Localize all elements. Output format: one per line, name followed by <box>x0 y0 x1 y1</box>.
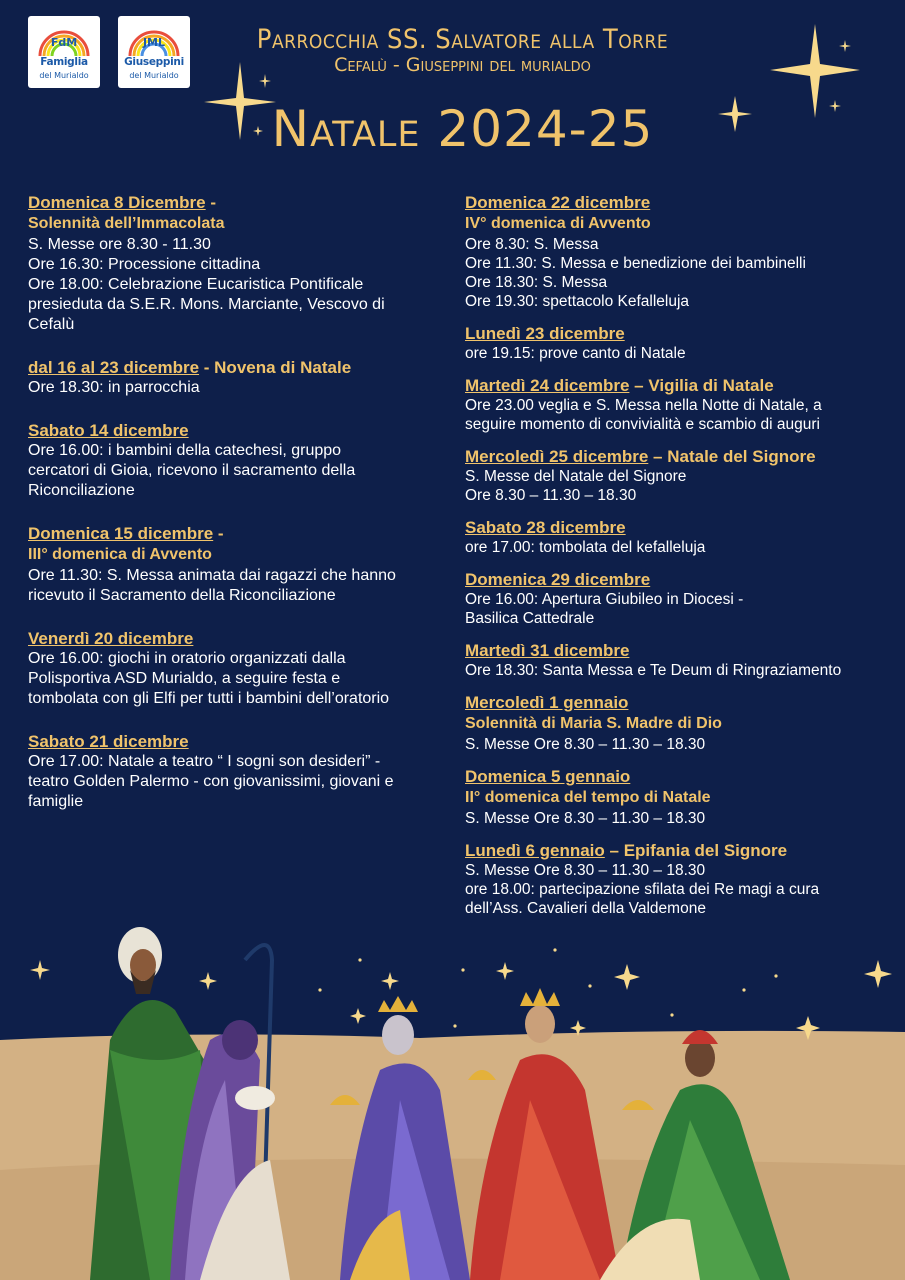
event-detail-line: ore 18.00: partecipazione sfilata dei Re magi a cura <box>465 881 820 898</box>
event-date: Sabato 28 dicembre <box>465 518 626 537</box>
event-date: Venerdì 20 dicembre <box>28 629 194 648</box>
event-title: Novena di Natale <box>214 358 352 377</box>
event-heading <box>28 731 444 752</box>
event-detail-line: Ore 18.30: in parrocchia <box>28 379 200 396</box>
event-detail-line: ricevuto il Sacramento della Riconciliazione <box>28 587 336 604</box>
event-detail-line: Cefalù <box>28 316 75 333</box>
event-subtitle: II° domenica del tempo di Natale <box>465 789 711 806</box>
event-sabato-21-dicembre <box>28 731 444 812</box>
event-detail-line: Ore 23.00 veglia e S. Messa nella Notte di Natale, a <box>465 397 822 414</box>
event-venerdi-20-dicembre <box>28 628 444 709</box>
event-detail-line: Ore 18.00: Celebrazione Eucaristica Pontificale <box>28 276 364 293</box>
event-detail-line: Polisportiva ASD Murialdo, a seguire festa e <box>28 670 341 687</box>
event-domenica-29-dicembre <box>465 569 897 628</box>
event-detail-line: Ore 16.00: giochi in oratorio organizzati dalla <box>28 650 346 667</box>
event-detail-line: Ore 16.00: i bambini della catechesi, gruppo <box>28 442 342 459</box>
event-date: dal 16 al 23 dicembre <box>28 358 200 377</box>
event-heading <box>28 523 444 544</box>
event-date: Lunedì 6 gennaio <box>465 841 605 860</box>
schedule-right-column <box>465 192 897 930</box>
parish-name: Parrocchia SS. Salvatore alla Torre <box>256 24 669 55</box>
event-date: Mercoledì 25 dicembre <box>465 447 649 466</box>
event-detail-line: Ore 17.00: Natale a teatro “ I sogni son desideri” - <box>28 753 381 770</box>
event-separator: - <box>213 524 224 543</box>
event-mercoledi-1-gennaio <box>465 692 897 754</box>
event-separator: – <box>648 447 668 466</box>
event-detail-line: seguire momento di convivialità e scambio di auguri <box>465 416 820 433</box>
event-detail-line: ore 17.00: tombolata del kefalleluja <box>465 539 706 556</box>
baby-jesus <box>235 1086 275 1110</box>
event-date: Domenica 15 dicembre <box>28 524 214 543</box>
event-date: Domenica 22 dicembre <box>465 193 651 212</box>
parish-location: Cefalù - Giuseppini del murialdo <box>334 54 591 76</box>
event-date: Domenica 8 Dicembre <box>28 193 206 212</box>
event-detail-line: Ore 8.30: S. Messa <box>465 236 599 253</box>
event-martedi-31-dicembre <box>465 640 897 680</box>
event-heading <box>465 446 897 467</box>
event-heading <box>465 840 897 861</box>
event-detail-line: Ore 8.30 – 11.30 – 18.30 <box>465 487 637 504</box>
event-date: Lunedì 23 dicembre <box>465 324 625 343</box>
event-heading <box>465 766 897 787</box>
event-detail-line: Ore 19.30: spettacolo Kefalleluja <box>465 293 690 310</box>
event-date: Martedì 31 dicembre <box>465 641 630 660</box>
event-sabato-28-dicembre <box>465 517 897 557</box>
event-heading <box>28 420 444 441</box>
event-heading <box>465 192 897 213</box>
event-date: Mercoledì 1 gennaio <box>465 693 629 712</box>
event-detail-line: teatro Golden Palermo - con giovanissimi, giovani e <box>28 773 394 790</box>
event-date: Domenica 5 gennaio <box>465 767 631 786</box>
event-detail-line: S. Messe Ore 8.30 – 11.30 – 18.30 <box>465 810 706 827</box>
event-date: Martedì 24 dicembre <box>465 376 630 395</box>
event-subtitle: Solennità di Maria S. Madre di Dio <box>465 715 722 732</box>
event-detail-line: ore 19.15: prove canto di Natale <box>465 345 686 362</box>
event-subtitle: Solennità dell’Immacolata <box>28 215 225 232</box>
event-domenica-15-dicembre <box>28 523 444 606</box>
logo-monogram: FdM <box>50 36 78 49</box>
event-detail-line: Ore 18.30: S. Messa <box>465 274 608 291</box>
crown-icon <box>520 988 560 1006</box>
event-detail-line: Ore 11.30: S. Messa animata dai ragazzi che hanno <box>28 567 396 584</box>
event-detail-line: S. Messe ore 8.30 - 11.30 <box>28 236 211 253</box>
event-detail-line: tombolata con gli Elfi per tutti i bambini dell’oratorio <box>28 690 390 707</box>
event-domenica-22-dicembre <box>465 192 897 311</box>
event-heading <box>465 692 897 713</box>
event-martedi-24-dicembre <box>465 375 897 434</box>
event-date: Sabato 14 dicembre <box>28 421 189 440</box>
event-subtitle: III° domenica di Avvento <box>28 546 212 563</box>
crown-icon <box>378 996 418 1012</box>
event-lunedi-6-gennaio <box>465 840 897 918</box>
event-heading <box>28 192 444 213</box>
event-lunedi-23-dicembre <box>465 323 897 363</box>
event-dal-16-al-23-dicembre <box>28 357 444 398</box>
page-title: Natale 2024-25 <box>271 100 654 158</box>
event-separator: – <box>629 376 649 395</box>
event-detail-line: dell’Ass. Cavalieri della Valdemone <box>465 900 706 917</box>
event-date: Domenica 29 dicembre <box>465 570 651 589</box>
logo-name: Giuseppini <box>124 56 184 68</box>
event-heading <box>465 640 897 661</box>
event-detail-line: Ore 16.00: Apertura Giubileo in Diocesi - <box>465 591 744 608</box>
logo-subname: del Murialdo <box>39 71 89 80</box>
event-detail-line: presieduta da S.E.R. Mons. Marciante, Vescovo di <box>28 296 385 313</box>
event-detail-line: S. Messe Ore 8.30 – 11.30 – 18.30 <box>465 736 706 753</box>
event-heading <box>465 517 897 538</box>
event-separator: - <box>205 193 217 212</box>
event-mercoledi-25-dicembre <box>465 446 897 505</box>
event-heading <box>465 375 897 396</box>
event-separator: – <box>604 841 624 860</box>
event-date: Sabato 21 dicembre <box>28 732 189 751</box>
event-detail-line: famiglie <box>28 793 84 810</box>
logo-subname: del Murialdo <box>129 71 179 80</box>
event-detail-line: Ore 18.30: Santa Messa e Te Deum di Ringraziamento <box>465 662 842 679</box>
event-sabato-14-dicembre <box>28 420 444 501</box>
event-heading <box>28 357 444 378</box>
event-detail-line: S. Messe del Natale del Signore <box>465 468 687 485</box>
event-title: Vigilia di Natale <box>648 376 774 395</box>
event-title: Epifania del Signore <box>623 841 788 860</box>
event-separator: - <box>199 358 215 377</box>
event-subtitle: IV° domenica di Avvento <box>465 215 651 232</box>
event-detail-line: Ore 16.30: Processione cittadina <box>28 256 261 273</box>
schedule-left-column <box>28 192 444 834</box>
event-heading <box>465 323 897 344</box>
event-detail-line: Basilica Cattedrale <box>465 610 595 627</box>
event-heading <box>465 569 897 590</box>
event-domenica-8-dicembre <box>28 192 444 335</box>
event-title: Natale del Signore <box>667 447 816 466</box>
logo-name: Famiglia <box>40 56 88 68</box>
event-detail-line: Riconciliazione <box>28 482 135 499</box>
event-detail-line: S. Messe Ore 8.30 – 11.30 – 18.30 <box>465 862 706 879</box>
event-heading <box>28 628 444 649</box>
event-domenica-5-gennaio <box>465 766 897 828</box>
event-detail-line: Ore 11.30: S. Messa e benedizione dei bambinelli <box>465 255 806 272</box>
event-detail-line: cercatori di Gioia, ricevono il sacramento della <box>28 462 356 479</box>
logo-monogram: JML <box>142 36 166 49</box>
nativity-scene-illustration <box>0 920 905 1280</box>
